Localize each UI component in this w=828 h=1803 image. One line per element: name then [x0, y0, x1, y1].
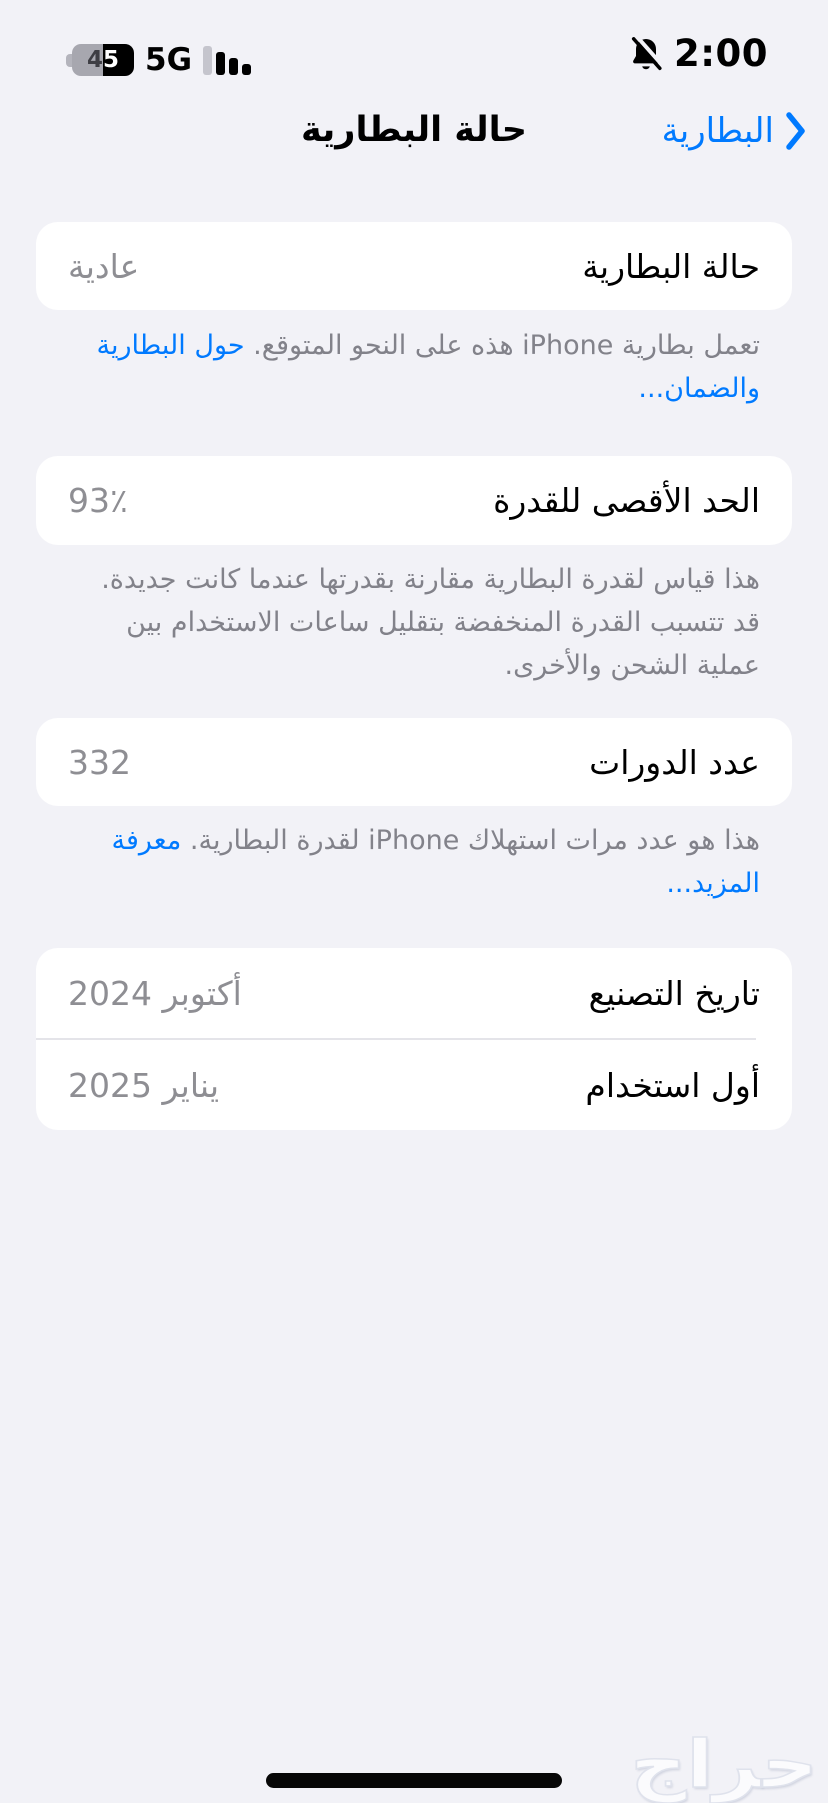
table-row-maximum-capacity: [36, 456, 792, 545]
signal-bar: [203, 46, 212, 75]
back-button-label[interactable]: البطارية: [661, 111, 774, 151]
signal-bar: [216, 52, 225, 75]
row-label: الحد الأقصى للقدرة: [493, 481, 760, 520]
row-value: 332: [68, 742, 131, 782]
status-right-cluster: [626, 32, 768, 75]
battery-dates-card: [36, 948, 792, 1130]
row-value: 93٪: [68, 481, 128, 520]
about-battery-warranty-link[interactable]: حول البطارية والضمان...: [96, 330, 760, 404]
cellular-signal-icon: [203, 45, 251, 75]
maximum-capacity-card: [36, 456, 792, 545]
row-value: عادية: [68, 246, 140, 286]
signal-bar: [242, 64, 251, 75]
page-title: حالة البطارية: [300, 110, 528, 150]
table-row-manufacture-date: [36, 948, 792, 1038]
row-value: يناير 2025: [68, 1065, 220, 1105]
table-row-battery-health: [36, 222, 792, 310]
cycle-count-card: [36, 718, 792, 806]
row-label: تاريخ التصنيع: [588, 973, 760, 1013]
table-row-first-use: [36, 1040, 792, 1130]
battery-health-card: [36, 222, 792, 310]
footer-text: تعمل بطارية iPhone هذه على النحو المتوقع.: [244, 330, 760, 361]
back-button[interactable]: [662, 110, 808, 152]
row-label: حالة البطارية: [582, 246, 760, 286]
clock-time: 2:00: [673, 32, 768, 75]
battery-digit: 4: [86, 46, 103, 73]
footer-text: هذا هو عدد مرات استهلاك iPhone لقدرة البطارية.: [181, 825, 760, 856]
row-value: أكتوبر 2024: [68, 973, 242, 1013]
haraj-watermark-logo: حراج: [630, 1726, 818, 1803]
battery-icon: [66, 44, 134, 76]
network-type-label: 5G: [145, 42, 193, 78]
row-label: عدد الدورات: [589, 742, 760, 782]
battery-digit: 5: [103, 46, 120, 73]
chevron-right-icon: [784, 110, 808, 152]
status-left-cluster: [66, 42, 251, 78]
learn-more-link[interactable]: معرفة المزيد...: [111, 825, 760, 899]
row-label: أول استخدام: [585, 1065, 760, 1105]
maximum-capacity-footer: [36, 558, 792, 687]
bell-slash-icon: [626, 34, 666, 74]
home-indicator[interactable]: [266, 1773, 562, 1788]
status-bar: [0, 0, 828, 100]
battery-level-label: [72, 44, 134, 76]
table-row-cycle-count: [36, 718, 792, 806]
signal-bar: [229, 58, 238, 75]
navigation-bar: [0, 100, 828, 172]
cycle-count-footer: [36, 819, 792, 905]
footer-text: هذا قياس لقدرة البطارية مقارنة بقدرتها عندما كانت جديدة. قد تتسبب القدرة المنخفضة بتقليل ساعات الاستخدام بين عملية الشحن والأخرى.: [101, 564, 760, 681]
battery-health-footer: [36, 324, 792, 410]
